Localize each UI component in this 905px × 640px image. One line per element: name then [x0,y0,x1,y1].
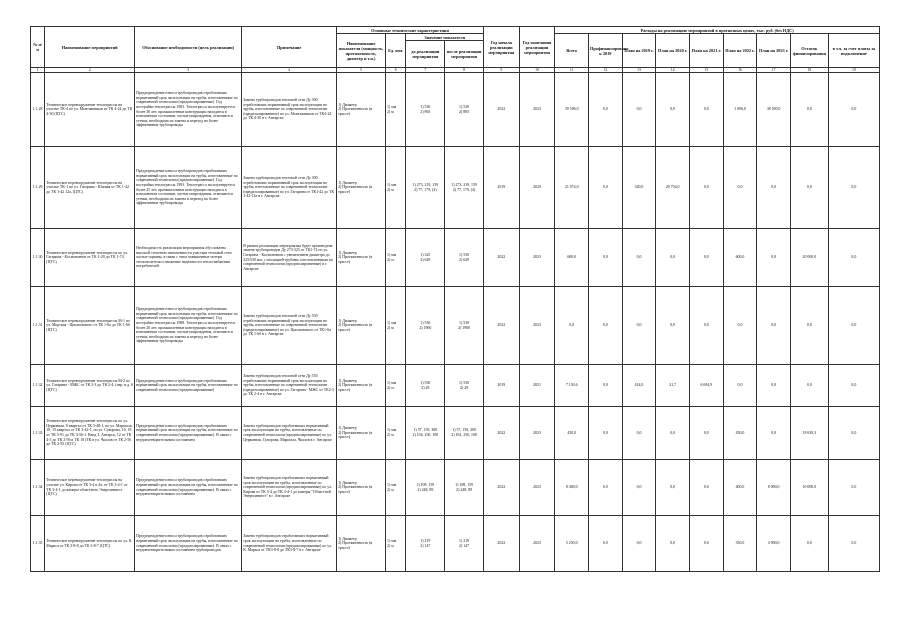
measures-table [30,26,880,572]
column-number: 5 [337,68,386,73]
expense-profinanced: 0,0 [589,229,623,287]
expense-connection-fee: 0,0 [828,407,879,460]
measure-notes: Замена трубопроводов отработавших нормативный срок эксплуатации на трубы, изготовленные по современной технологии (предизолированные) по ул. Церковная, Суворова, Маршала, Чкалов в г. Ангарске [242,407,337,460]
param-name: 1) Диаметр 2) Протяженность (в трассе) [337,73,386,147]
expense-plan-2019: 320,0 [622,147,656,229]
param-name: 1) Диаметр 2) Протяженность (в трассе) [337,229,386,287]
expense-plan-2020: 0,0 [656,460,690,516]
param-name: 1) Диаметр 2) Протяженность (в трассе) [337,407,386,460]
end-year: 2023 [519,407,555,460]
expense-total: 5 250,0 [555,516,589,572]
expense-plan-2021: 0,0 [690,229,724,287]
header-remainder: Остаток финансирования [790,34,828,68]
measure-notes: Замена трубопроводов тепловой сети Ду 300 отработавших нормативный срок эксплуатации на трубы, изготовленные по современной технологии (предизолированные) по ул. Монтажников от ТК4-24 до ТК 4-30 в г. Ангарске [242,73,337,147]
expense-total: 450,0 [555,407,589,460]
expense-plan-2022: 400,0 [723,460,757,516]
expense-profinanced: 0,0 [589,460,623,516]
expense-total: 8 400,0 [555,460,589,516]
table-row [31,460,880,516]
expense-total: 7 130,6 [555,365,589,407]
start-year: 2022 [483,287,519,365]
header-justification: Обоснование необходимости (цель реализации) [135,27,242,68]
row-number: 1.1.30 [31,229,45,287]
measure-justification: Предупреждение износа трубопроводов отработавших нормативный срок эксплуатации на трубы, изготовленные по современной технологии (предизолированные) [135,365,242,407]
expense-plan-2019: 0,0 [622,229,656,287]
expense-plan-2021: 0,0 [690,407,724,460]
column-number: 4 [242,68,337,73]
column-number: 10 [519,68,555,73]
value-before: 1) 325 2) 629 [406,229,445,287]
param-unit: 1) мм 2) м [386,407,406,460]
expense-connection-fee: 0,0 [828,229,879,287]
measure-name: Техническое перевооружение теплотрассы на участке ТК-4 по ул. Монтажников от ТК 4-24 до ТК 4-30 (ЦТС) [45,73,135,147]
value-after: 1) 530 2) 865 [445,73,484,147]
measure-justification: Предупреждение износа трубопроводов отработавших нормативный срок эксплуатации на трубы, изготовленные по современной технологии (предизолированные). В связи с неудовлетворительным состоянием [135,460,242,516]
expense-plan-2021: 0,0 [690,73,724,147]
expense-profinanced: 0,0 [589,73,623,147]
value-after: 1) 108, 159 2) 248, 89 [445,460,484,516]
value-after: 1) 219 2) 147 [445,516,484,572]
start-year: 2022 [483,73,519,147]
measure-justification: Предупреждение износа трубопроводов отработавших нормативный срок эксплуатации на трубы, изготовленные по современной технологии (предизолированные). Год постройки теплотрассы 1993. Теплотрасса эксплуатируется более 25 лет, промышленные конструкции находятся в изношенном состоянии, частые повреждения, отмечаются утечки, необходима их замена и переход на более эффективные трубопроводы [135,147,242,229]
column-number: 1 [31,68,45,73]
expense-remainder: 0,0 [790,287,828,365]
end-year: 2021 [519,365,555,407]
start-year: 2019 [483,147,519,229]
header-before: до реализации мероприятия [406,41,445,68]
header-name: Наименование мероприятий [45,27,135,68]
header-tech-group: Основные технические характеристики [337,27,484,34]
param-unit: 1) мм 2) м [386,460,406,516]
expense-plan-2019: 0,0 [622,407,656,460]
measure-name: Техническое перевооружение теплотрассы по ул. Церковная, 8 квартал от ТК 3-48-1, по ул. Маршала, 10, 15 квартал от ТК 3-42-1, по ул. Суворова, 16, 18 от ТК 3-91 до ТК 3-56-1. Ввод 3. Ангарск, 12 от ТК 4-3 до ТК 2-56 в ТК 10 (ТК в ул. Чкалов от ТК 2-56 до ТК 2-55 (ЦТС) [45,407,135,460]
expense-connection-fee: 0,0 [828,287,879,365]
header-plan-2019: План на 2019 г. [622,34,656,68]
column-number: 2 [45,68,135,73]
param-unit: 1) мм 2) м [386,365,406,407]
table-row [31,365,880,407]
measure-name: Техническое перевооружение теплотрассы на участке ул. Кирова от ТК 3-4 и 4а, от ТК 3-4-1 от ТК 3-4-1 до камеры областного Энергоинвест (ЦТС) [45,460,135,516]
expense-plan-2020: 0,0 [656,229,690,287]
end-year: 2023 [519,460,555,516]
expense-profinanced: 0,0 [589,365,623,407]
measure-justification: Предупреждение износа трубопроводов отработавших нормативный срок эксплуатации на трубы, изготовленные по современной технологии (предизолированные). Год постройки теплотрассы 1988. Теплотрасса эксплуатируется более 20 лет, промышленные конструкции находятся в изношенном состоянии, частые повреждения, отмечаются утечки, необходима их замена и переход на более эффективные трубопроводы [135,287,242,365]
table-row [31,229,880,287]
row-number: 1.1.35 [31,516,45,572]
header-plan-2021: План на 2021 г. [690,34,724,68]
row-number: 1.1.29 [31,147,45,229]
table-body [31,73,880,572]
expense-plan-2021: 0,0 [690,147,724,229]
header-start-year: Год начала реализации мероприятия [483,27,519,68]
column-number: 18 [790,68,828,73]
column-number: 14 [656,68,690,73]
expense-profinanced: 0,0 [589,516,623,572]
header-total: Всего [555,34,589,68]
value-before: 1) 273, 219, 159 2) 77, 179, (4) [406,147,445,229]
expense-plan-2019: 414,0 [622,365,656,407]
expense-plan-2023: 0,0 [757,147,791,229]
expense-plan-2022: 0,0 [723,287,757,365]
value-before: 1) 108, 159 2) 248, 89 [406,460,445,516]
row-number: 1.1.33 [31,407,45,460]
header-profinanced: Профинансировано к 2019 [589,34,623,68]
expense-plan-2020: 0,0 [656,407,690,460]
expense-remainder: 18 639,3 [790,407,828,460]
param-name: 1) Диаметр 2) Протяженность (в трассе) [337,147,386,229]
end-year: 2023 [519,73,555,147]
expense-plan-2019: 0,0 [622,287,656,365]
header-notes: Примечание [242,27,337,68]
expense-plan-2020: 0,0 [656,516,690,572]
measure-notes: Замена трубопроводов тепловой сети Ду 300 отработавших нормативный срок эксплуатации на трубы, изготовленные по современной технологии (предизолированные) по ул. Гагарина от ТК1-42 до ТК 1-42-12а в г. Ангарске [242,147,337,229]
measure-notes: Замена трубопроводов тепловой сети Ду 530 отработавших нормативный срок эксплуатации на трубы, изготовленные по современной технологии (предизолированные) по ул. Циолковского от ТК1-6а до ТК 1-6б в г. Ангарске [242,287,337,365]
expense-plan-2023: 38 500,0 [757,73,791,147]
expense-total: 600,0 [555,229,589,287]
table-row [31,407,880,460]
column-number: 11 [555,68,589,73]
header-plan-2022: План на 2022 г. [723,34,757,68]
start-year: 2022 [483,460,519,516]
expense-plan-2019: 0,0 [622,516,656,572]
value-before: 1) 530 2) 1900 [406,287,445,365]
row-number: 1.1.28 [31,73,45,147]
expense-plan-2023: 0,0 [757,229,791,287]
param-name: 1) Диаметр 2) Протяженность (в трассе) [337,460,386,516]
expense-profinanced: 0,0 [589,147,623,229]
expense-plan-2020: 20 754,0 [656,147,690,229]
expense-remainder: 0,0 [790,73,828,147]
table-row [31,287,880,365]
param-name: 1) Диаметр 2) Протяженность (в трассе) [337,365,386,407]
expense-remainder: 0,0 [790,516,828,572]
measure-notes: Замена трубопроводов отработавших нормативный срок эксплуатации на трубы, изготовленные по современной технологии (предизолированные) по ул. Кирова от ТК 3-4 до ТК 3-4-1 до камеры "Областной Энергоинвест" в г. Ангарске [242,460,337,516]
value-after: 1) 273, 219, 159 2) 77, 179, (4) [445,147,484,229]
expense-plan-2021: 0,0 [690,287,724,365]
measure-justification: Предупреждение износа трубопроводов отработавших нормативный срок эксплуатации на трубы, изготовленные по современной технологии (предизолированные). В связи с неудовлетворительным состоянием [135,407,242,460]
value-after: 1) 530 2) 629 [445,229,484,287]
expense-profinanced: 0,0 [589,407,623,460]
measure-name: Техническое перевооружение теплотрассы по ул. Гагарина - Космонавтов от ТК 1-29 до ТК 1-74 (ЦТС) [45,229,135,287]
column-number: 15 [690,68,724,73]
measure-notes: Замена трубопроводов отработавших нормативный срок эксплуатации на трубы, изготовленные по современной технологии (предизолированные) по ул. К. Маркса от ТК3-8-8 до ТК3-8-7 в г. Ангарске [242,516,337,572]
value-after: 1) 530 2) 1900 [445,287,484,365]
end-year: 2020 [519,147,555,229]
end-year: 2023 [519,287,555,365]
table-row [31,516,880,572]
expense-plan-2021: 0,0 [690,460,724,516]
measure-notes: Замена трубопроводов тепловой сети Ду 530 отработавших нормативный срок эксплуатации на трубы, изготовленные по современной технологии (предизолированные) по ул. Гагарина - МЖС от ТК2-3 до ТК 2-4 в г. Ангарске [242,365,337,407]
expense-plan-2022: 0,0 [723,147,757,229]
value-before: 1) 530 2) 865 [406,73,445,147]
header-incl-fee: в т.ч. за счет платы за подключение [828,34,879,68]
header-plan-2023: План на 2023 г. [757,34,791,68]
column-number: 17 [757,68,791,73]
expense-plan-2022: 350,0 [723,516,757,572]
expense-total: 0,0 [555,287,589,365]
expense-connection-fee: 0,0 [828,516,879,572]
column-number: 3 [135,68,242,73]
column-number: 8 [445,68,484,73]
start-year: 2022 [483,516,519,572]
header-expenses-group: Расходы на реализацию мероприятий в прогнозных ценах, тыс. руб. (без НДС) [555,27,880,34]
header-after: после реализации мероприятия [445,41,484,68]
column-number: 9 [483,68,519,73]
column-number: 16 [723,68,757,73]
value-after: 1) 57, 159, 300 2) 104, 250, 100 [445,407,484,460]
header-value-group: Значение показателя [406,34,484,41]
expense-total: 21 074,0 [555,147,589,229]
param-name: 1) Диаметр 2) Протяженность (в трассе) [337,287,386,365]
expense-plan-2023: 0,0 [757,365,791,407]
expense-plan-2022: 600,0 [723,229,757,287]
param-unit: 1) мм 2) м [386,73,406,147]
expense-plan-2023: 0,0 [757,407,791,460]
expense-plan-2020: 0,0 [656,287,690,365]
measure-name: Техническое перевооружение теплотрассы М-1 по ул. Морская - Циолковского от ТК 1-6а до ТК 1-6б (ЦТС) [45,287,135,365]
end-year: 2023 [519,516,555,572]
expense-connection-fee: 0,0 [828,460,879,516]
row-number: 1.1.34 [31,460,45,516]
value-before: 1) 219 2) 147 [406,516,445,572]
header-no: № п/п [31,27,45,68]
header-param-name: Наименование показателя (мощность, протяженность, диаметр и т.п.) [337,34,386,68]
param-name: 1) Диаметр 2) Протяженность (в трассе) [337,516,386,572]
expense-plan-2023: 0,0 [757,287,791,365]
value-before: 1) 57, 159, 300 2) 104, 250, 100 [406,407,445,460]
param-unit: 1) мм 2) м [386,229,406,287]
header-unit: Ед. изм. [386,34,406,68]
row-number: 1.1.31 [31,287,45,365]
column-number: 12 [589,68,623,73]
expense-plan-2021: 0,0 [690,516,724,572]
column-number: 19 [828,68,879,73]
table-row [31,147,880,229]
expense-remainder: 0,0 [790,147,828,229]
expense-remainder: 0,0 [790,365,828,407]
table-header [31,27,880,73]
measure-notes: В рамках реализации мероприятия будет произведена замена трубопроводов Ду 273-325 от ТК1-74 по ул. Гагарина - Космонавтов с увеличением диаметра до 325/530 мм, с изоляцией трубами, изготовленными по современной технологии (предизолированные) в г. Ангарске [242,229,337,287]
start-year: 2022 [483,407,519,460]
expense-connection-fee: 0,0 [828,147,879,229]
param-unit: 1) мм 2) м [386,147,406,229]
column-number: 13 [622,68,656,73]
measure-justification: Предупреждение износа трубопроводов отработавших нормативный срок эксплуатации на трубы, изготовленные по современной технологии (предизолированные). Год постройки теплотрассы 1983. Теплотрасса эксплуатируется более 30 лет, промышленные конструкции находятся в изношенном состоянии, частые повреждения, отмечаются утечки, необходима их замена и переход на более эффективные трубопроводы [135,73,242,147]
expense-profinanced: 0,0 [589,287,623,365]
expense-plan-2022: 1 006,0 [723,73,757,147]
param-unit: 1) мм 2) м [386,516,406,572]
expense-plan-2020: 21,7 [656,365,690,407]
row-number: 1.1.32 [31,365,45,407]
expense-plan-2019: 0,0 [622,73,656,147]
measure-justification: Предупреждение износа трубопроводов отработавших нормативный срок эксплуатации на трубы, изготовленные по современной технологии (предизолированные). В связи с неудовлетворительным состоянием трубопроводов. [135,516,242,572]
measure-name: Техническое перевооружение теплотрассы М-2 по ул. Гагарина - МЖС от ТК 2-3 до ТК 2-4, (пер. в.д. 6 (ЦТС) [45,365,135,407]
expense-plan-2020: 0,0 [656,73,690,147]
expense-plan-2022: 0,0 [723,365,757,407]
end-year: 2023 [519,229,555,287]
investment-program-table-sheet [30,26,880,572]
header-plan-2020: План на 2020 г. [656,34,690,68]
expense-remainder: 10 000,0 [790,460,828,516]
expense-total: 39 506,0 [555,73,589,147]
param-unit: 1) мм 2) м [386,287,406,365]
expense-connection-fee: 0,0 [828,73,879,147]
expense-plan-2019: 0,0 [622,460,656,516]
column-number: 6 [386,68,406,73]
start-year: 2022 [483,229,519,287]
start-year: 2019 [483,365,519,407]
header-end-year: Год окончания реализации мероприятия [519,27,555,68]
expense-plan-2023: 8 000,0 [757,460,791,516]
measure-name: Техническое перевооружение теплотрассы по ул. К. Маркса от ТК 3-8-8 до ТК 3-8-7 (ЦТС) [45,516,135,572]
expense-plan-2022: 450,0 [723,407,757,460]
expense-remainder: 20 000,0 [790,229,828,287]
expense-connection-fee: 0,0 [828,365,879,407]
value-before: 1) 530 2) 29 [406,365,445,407]
measure-justification: Необходимость реализации мероприятия обусловлена высокой степенью изношенности участков тепловой сети частые порывы, в связи с этим повышенные потери теплоносителя и снижение надёжности теплоснабжения потребителей [135,229,242,287]
column-number: 7 [406,68,445,73]
table-row [31,73,880,147]
expense-plan-2021: 6 694,9 [690,365,724,407]
value-after: 1) 530 2) 29 [445,365,484,407]
measure-name: Техническое перевооружение теплотрассы на участке ТК-1 по ул. Гагарина - Южная от ТК 1-42 до ТК 1-42 12а, (ЦТС) [45,147,135,229]
expense-plan-2023: 4 900,0 [757,516,791,572]
